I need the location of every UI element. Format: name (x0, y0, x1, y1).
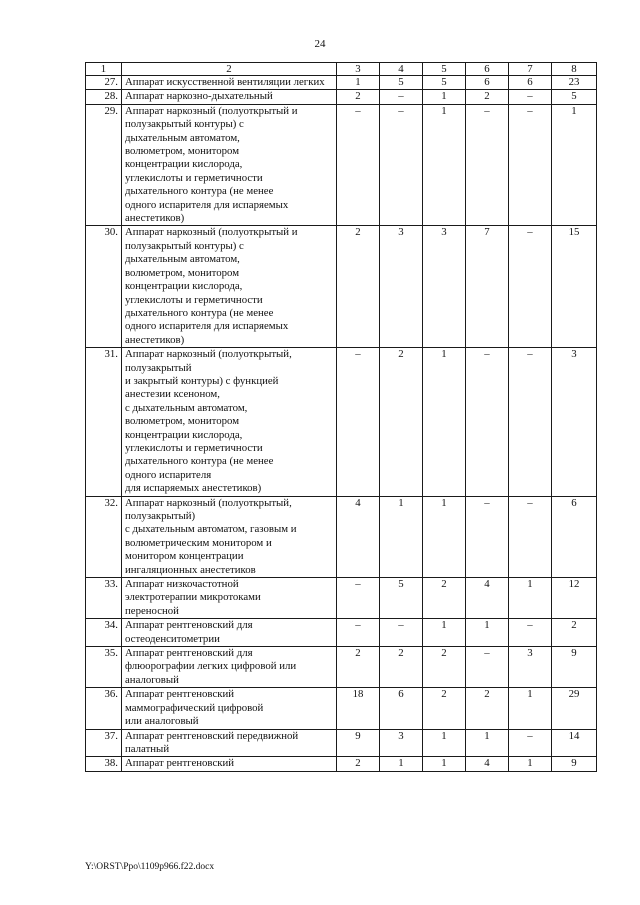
quantity-cell: – (337, 104, 380, 226)
quantity-cell: 4 (466, 578, 509, 619)
page-number: 24 (314, 38, 326, 50)
equipment-name: Аппарат искусственной вентиляции легких (122, 76, 337, 90)
quantity-cell: – (509, 729, 552, 757)
row-number: 29. (86, 104, 122, 226)
header-cell: 5 (423, 63, 466, 76)
quantity-cell: – (380, 619, 423, 647)
quantity-cell: 5 (380, 76, 423, 90)
quantity-cell: 1 (509, 757, 552, 771)
quantity-cell: – (337, 348, 380, 496)
quantity-cell: 2 (337, 90, 380, 104)
table-header-row (86, 63, 597, 76)
quantity-cell: 1 (423, 619, 466, 647)
header-cell: 2 (122, 63, 337, 76)
quantity-cell: 1 (423, 496, 466, 577)
quantity-cell: – (509, 348, 552, 496)
quantity-cell: 4 (337, 496, 380, 577)
equipment-name: Аппарат наркозно-дыхательный (122, 90, 337, 104)
quantity-cell: 2 (380, 348, 423, 496)
row-number: 32. (86, 496, 122, 577)
quantity-cell: 2 (337, 757, 380, 771)
quantity-cell: 1 (337, 76, 380, 90)
quantity-cell: 2 (337, 226, 380, 348)
equipment-name: Аппарат наркозный (полуоткрытый и полузакрытый контуры) с дыхательным автоматом, волюметром, монитором концентрации кислорода, углекислоты и герметичности дыхательного контура (не менее одного испарителя для испаряемых анестетиков) (122, 104, 337, 226)
quantity-cell: 1 (466, 619, 509, 647)
table-row (86, 76, 597, 90)
quantity-cell: 1 (380, 757, 423, 771)
row-total: 29 (552, 688, 597, 729)
quantity-cell: 1 (423, 90, 466, 104)
quantity-cell: – (380, 90, 423, 104)
table-row (86, 578, 597, 619)
table-row (86, 757, 597, 771)
table-row (86, 104, 597, 226)
equipment-name: Аппарат рентгеновский маммографический цифровой или аналоговый (122, 688, 337, 729)
header-cell: 6 (466, 63, 509, 76)
row-total: 23 (552, 76, 597, 90)
quantity-cell: 1 (423, 729, 466, 757)
quantity-cell: 2 (466, 90, 509, 104)
header-cell: 4 (380, 63, 423, 76)
table-row (86, 90, 597, 104)
quantity-cell: 1 (380, 496, 423, 577)
equipment-table (85, 62, 597, 772)
quantity-cell: 1 (509, 688, 552, 729)
row-total: 3 (552, 348, 597, 496)
equipment-name: Аппарат наркозный (полуоткрытый, полузакрытый) с дыхательным автоматом, газовым и волюметрическим монитором и монитором концентрации ингаляционных анестетиков (122, 496, 337, 577)
equipment-name: Аппарат рентгеновский (122, 757, 337, 771)
quantity-cell: 3 (380, 729, 423, 757)
quantity-cell: – (509, 226, 552, 348)
quantity-cell: 6 (509, 76, 552, 90)
table-row (86, 729, 597, 757)
quantity-cell: 1 (509, 578, 552, 619)
equipment-name: Аппарат наркозный (полуоткрытый, полузакрытый и закрытый контуры) с функцией анестезии ксеноном, с дыхательным автоматом, волюметром, монитором концентрации кислорода, углекислоты и герметичности дыхательного контура (не менее одного испарителя для испаряемых анестетиков) (122, 348, 337, 496)
equipment-name: Аппарат рентгеновский для флюорографии легких цифровой или аналоговый (122, 647, 337, 688)
row-number: 35. (86, 647, 122, 688)
header-cell: 7 (509, 63, 552, 76)
quantity-cell: 4 (466, 757, 509, 771)
table-row (86, 688, 597, 729)
row-number: 38. (86, 757, 122, 771)
equipment-name: Аппарат наркозный (полуоткрытый и полузакрытый контуры) с дыхательным автоматом, волюметром, монитором концентрации кислорода, углекислоты и герметичности дыхательного контура (не менее одного испарителя для испаряемых анестетиков) (122, 226, 337, 348)
row-total: 1 (552, 104, 597, 226)
row-number: 28. (86, 90, 122, 104)
quantity-cell: – (509, 104, 552, 226)
quantity-cell: 2 (466, 688, 509, 729)
quantity-cell: – (337, 578, 380, 619)
quantity-cell: – (466, 496, 509, 577)
row-number: 37. (86, 729, 122, 757)
quantity-cell: – (509, 619, 552, 647)
row-number: 27. (86, 76, 122, 90)
quantity-cell: 1 (423, 104, 466, 226)
table-row (86, 647, 597, 688)
footer-file-path: Y:\ORST\Ppo\1109p966.f22.docx (85, 862, 215, 872)
quantity-cell: 1 (423, 757, 466, 771)
quantity-cell: – (509, 90, 552, 104)
row-total: 9 (552, 647, 597, 688)
row-number: 31. (86, 348, 122, 496)
quantity-cell: 3 (423, 226, 466, 348)
header-cell: 8 (552, 63, 597, 76)
quantity-cell: – (509, 496, 552, 577)
header-cell: 3 (337, 63, 380, 76)
row-total: 2 (552, 619, 597, 647)
row-total: 14 (552, 729, 597, 757)
row-number: 36. (86, 688, 122, 729)
table-body (86, 76, 597, 772)
quantity-cell: – (466, 348, 509, 496)
quantity-cell: 2 (423, 688, 466, 729)
quantity-cell: – (380, 104, 423, 226)
quantity-cell: 6 (380, 688, 423, 729)
equipment-name: Аппарат низкочастотной электротерапии микротоками переносной (122, 578, 337, 619)
table-row (86, 348, 597, 496)
quantity-cell: 3 (509, 647, 552, 688)
quantity-cell: – (466, 104, 509, 226)
table-row (86, 496, 597, 577)
header-cell: 1 (86, 63, 122, 76)
equipment-name: Аппарат рентгеновский для остеоденситометрии (122, 619, 337, 647)
quantity-cell: 1 (466, 729, 509, 757)
quantity-cell: – (466, 647, 509, 688)
quantity-cell: 1 (423, 348, 466, 496)
equipment-name: Аппарат рентгеновский передвижной палатный (122, 729, 337, 757)
quantity-cell: 5 (423, 76, 466, 90)
quantity-cell: 5 (380, 578, 423, 619)
row-total: 5 (552, 90, 597, 104)
row-total: 15 (552, 226, 597, 348)
table-row (86, 619, 597, 647)
quantity-cell: 9 (337, 729, 380, 757)
quantity-cell: 2 (423, 578, 466, 619)
row-number: 34. (86, 619, 122, 647)
quantity-cell: 2 (380, 647, 423, 688)
quantity-cell: 18 (337, 688, 380, 729)
quantity-cell: 2 (423, 647, 466, 688)
quantity-cell: – (337, 619, 380, 647)
quantity-cell: 2 (337, 647, 380, 688)
row-total: 6 (552, 496, 597, 577)
table-row (86, 226, 597, 348)
row-number: 33. (86, 578, 122, 619)
row-total: 9 (552, 757, 597, 771)
row-total: 12 (552, 578, 597, 619)
row-number: 30. (86, 226, 122, 348)
quantity-cell: 7 (466, 226, 509, 348)
quantity-cell: 6 (466, 76, 509, 90)
quantity-cell: 3 (380, 226, 423, 348)
